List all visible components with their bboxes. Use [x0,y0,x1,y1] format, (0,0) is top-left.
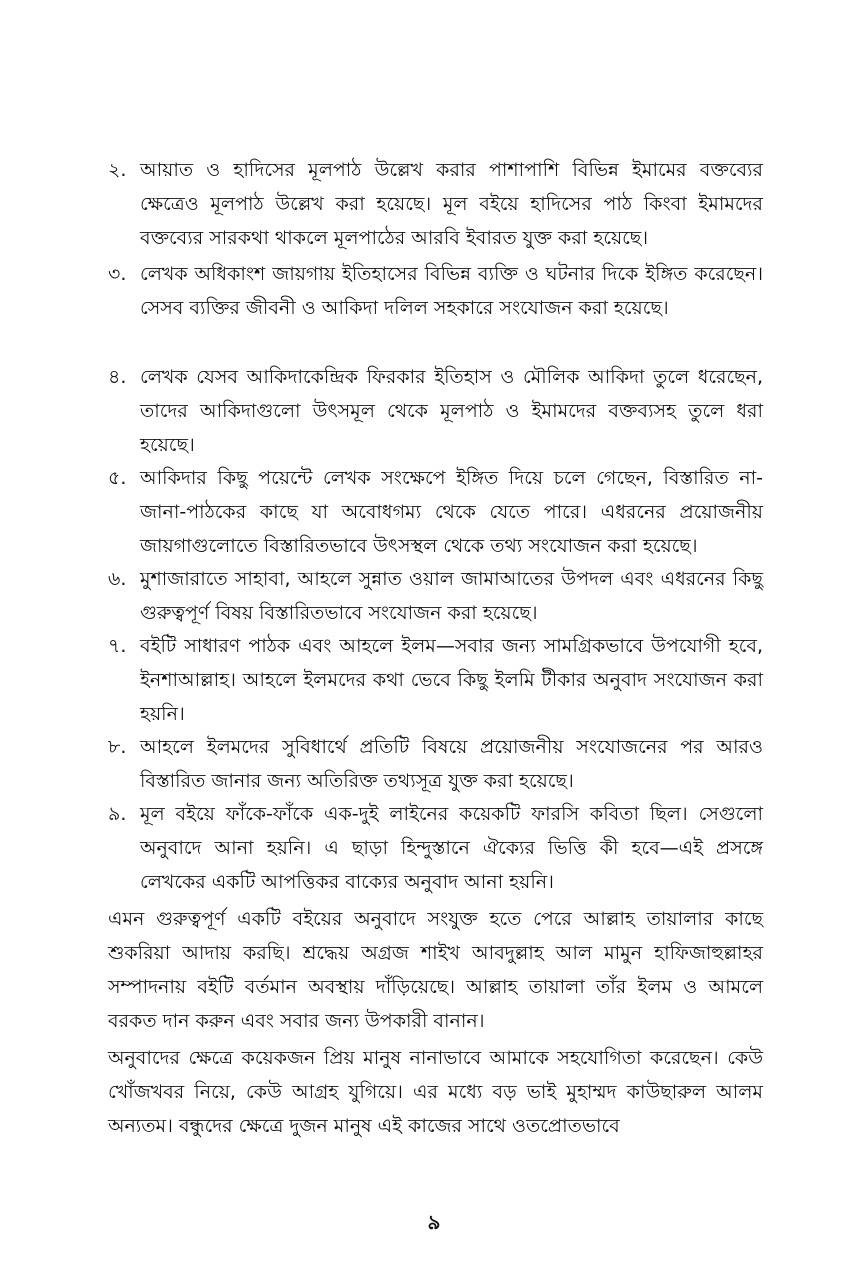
list-item-text: মূল বইয়ে ফাঁকে-ফাঁকে এক-দুই লাইনের কয়েকটি ফারসি কবিতা ছিল। সেগুলো অনুবাদে আনা হয়নি। এ ছাড়া হিন্দুস্তানে ঐক্যের ভিত্তি কী হবে—এই প্রসঙ্গে লেখকের একটি আপত্তিকর বাক্যের অনুবাদ আনা হয়নি। [140,803,763,893]
list-item-number: ২. [108,159,127,181]
list-item-text: আয়াত ও হাদিসের মূলপাঠ উল্লেখ করার পাশাপাশি বিভিন্ন ইমামের বক্তব্যের ক্ষেত্রেও মূলপাঠ উল্লেখ করা হয়েছে। মূল বইয়ে হাদিসের পাঠ কিংবা ইমামদের বক্তব্যের সারকথা থাকলে মূলপাঠের আরবি ইবারত যুক্ত করা হয়েছে। [140,159,763,249]
list-item-number: ৪. [108,366,127,388]
list-item [108,257,763,325]
list-item [108,360,763,462]
list-item-number: ৫. [108,467,127,489]
list-item-text: আকিদার কিছু পয়েন্টে লেখক সংক্ষেপে ইঙ্গিত দিয়ে চলে গেছেন, বিস্তারিত না-জানা-পাঠকের কাছে যা অবোধগম্য থেকে যেতে পারে। এধরনের প্রয়োজনীয় জায়গাগুলোতে বিস্তারিতভাবে উৎসস্থল থেকে তথ্য সংযোজন করা হয়েছে। [140,467,763,557]
list-item [108,562,763,630]
list-item-number: ৭. [108,635,127,657]
body-paragraph: অনুবাদের ক্ষেত্রে কয়েকজন প্রিয় মানুষ নানাভাবে আমাকে সহযোগিতা করেছেন। কেউ খোঁজখবর নিয়ে, কেউ আগ্রহ যুগিয়ে। এর মধ্যে বড় ভাই মুহাম্মদ কাউছারুল আলম অন্যতম। বন্ধুদের ক্ষেত্রে দুজন মানুষ এই কাজের সাথে ওতপ্রোতভাবে [108,1047,763,1137]
list-item-text: আহলে ইলমদের সুবিধার্থে প্রতিটি বিষয়ে প্রয়োজনীয় সংযোজনের পর আরও বিস্তারিত জানার জন্য অতিরিক্ত তথ্যসূত্র যুক্ত করা হয়েছে। [140,736,763,792]
list-item [108,461,763,563]
list-item-text: লেখক অধিকাংশ জায়গায় ইতিহাসের বিভিন্ন ব্যক্তি ও ঘটনার দিকে ইঙ্গিত করেছেন। সেসব ব্যক্তির জীবনী ও আকিদা দলিল সহকারে সংযোজন করা হয়েছে। [140,263,763,319]
list-item-text: লেখক যেসব আকিদাকেন্দ্রিক ফিরকার ইতিহাস ও মৌলিক আকিদা তুলে ধরেছেন, তাদের আকিদাগুলো উৎসমূল থেকে মূলপাঠ ও ইমামদের বক্তব্যসহ তুলে ধরা হয়েছে। [140,366,763,456]
page-number: ৯ [427,1210,441,1234]
list-item [108,730,763,798]
list-item [108,797,763,899]
list-item-text: মুশাজারাতে সাহাবা, আহলে সুন্নাত ওয়াল জামাআতের উপদল এবং এধরনের কিছু গুরুত্বপূর্ণ বিষয় বিস্তারিতভাবে সংযোজন করা হয়েছে। [140,568,763,624]
list-item-number: ৮. [108,736,127,758]
list-item-number: ৯. [108,803,127,825]
list-item [108,153,763,255]
list-item-number: ৬. [108,568,127,590]
list-item-text: বইটি সাধারণ পাঠক এবং আহলে ইলম—সবার জন্য সামগ্রিকভাবে উপযোগী হবে, ইনশাআল্লাহ। আহলে ইলমদের কথা ভেবে কিছু ইলমি টীকার অনুবাদ সংযোজন করা হয়নি। [140,635,763,725]
list-item [108,629,763,731]
list-item-number: ৩. [108,263,127,285]
body-paragraph: এমন গুরুত্বপূর্ণ একটি বইয়ের অনুবাদে সংযুক্ত হতে পেরে আল্লাহ তায়ালার কাছে শুকরিয়া আদায় করছি। শ্রদ্ধেয় অগ্রজ শাইখ আবদুল্লাহ আল মামুন হাফিজাহুল্লাহর সম্পাদনায় বইটি বর্তমান অবস্থায় দাঁড়িয়েছে। আল্লাহ তায়ালা তাঁর ইলম ও আমলে বরকত দান করুন এবং সবার জন্য উপকারী বানান। [108,908,763,1032]
